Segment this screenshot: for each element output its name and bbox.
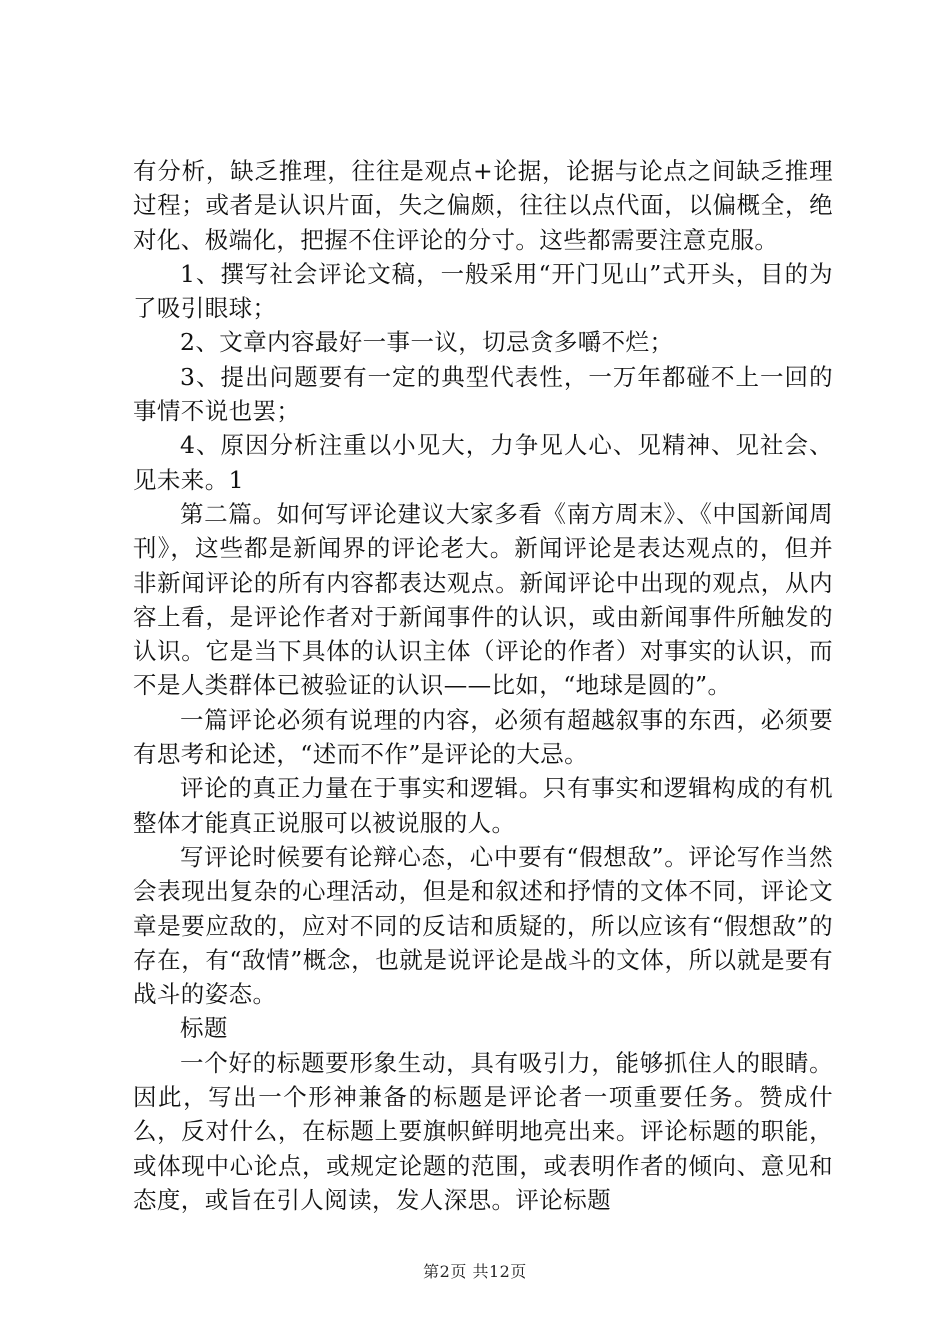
paragraph-11: 一个好的标题要形象生动，具有吸引力，能够抓住人的眼睛。因此，写出一个形神兼备的标题是评论者一项重要任务。赞成什么，反对什么，在标题上要旗帜鲜明地亮出来。评论标题的职能，或体现中心论点，或规定论题的范围，或表明作者的倾向、意见和态度，或旨在引人阅读，发人深思。评论标题 <box>133 1048 833 1214</box>
document-body <box>133 154 833 1217</box>
paragraph-1: 有分析，缺乏推理，往往是观点+论据，论据与论点之间缺乏推理过程；或者是认识片面，失之偏颇，往往以点代面，以偏概全，绝对化、极端化，把握不住评论的分寸。这些都需要注意克服。 <box>133 157 833 254</box>
paragraph-5: 4、原因分析注重以小见大，力争见人心、见精神、见社会、见未来。1 <box>133 431 833 494</box>
paragraph-8: 评论的真正力量在于事实和逻辑。只有事实和逻辑构成的有机整体才能真正说服可以被说服的人。 <box>133 774 833 837</box>
page-footer: 第2页 共12页 <box>423 1262 527 1281</box>
paragraph-4: 3、提出问题要有一定的典型代表性，一万年都碰不上一回的事情不说也罢； <box>133 362 833 426</box>
paragraph-6: 第二篇。如何写评论建议大家多看《南方周末》、《中国新闻周刊》，这些都是新闻界的评论老大。新闻评论是表达观点的，但并非新闻评论的所有内容都表达观点。新闻评论中出现的观点，从内容上看，是评论作者对于新闻事件的认识，或由新闻事件所触发的认识。它是当下具体的认识主体（评论的作者）对事实的认识，而不是人类群体已被验证的认识——比如，“地球是圆的”。 <box>133 499 833 700</box>
paragraph-9: 写评论时候要有论辩心态，心中要有“假想敌”。评论写作当然会表现出复杂的心理活动，但是和叙述和抒情的文体不同，评论文章是要应敌的，应对不同的反诘和质疑的，所以应该有“假想敌”的存在，有“敌情”概念，也就是说评论是战斗的文体，所以就是要有战斗的姿态。 <box>133 842 833 1009</box>
paragraph-7: 一篇评论必须有说理的内容，必须有超越叙事的东西，必须要有思考和论述，“述而不作”是评论的大忌。 <box>133 705 833 769</box>
paragraph-3: 2、文章内容最好一事一议，切忌贪多嚼不烂； <box>180 328 674 357</box>
paragraph-2: 1、撰写社会评论文稿，一般采用“开门见山”式开头，目的为了吸引眼球； <box>133 259 833 323</box>
section-heading-title: 标题 <box>180 1014 228 1043</box>
